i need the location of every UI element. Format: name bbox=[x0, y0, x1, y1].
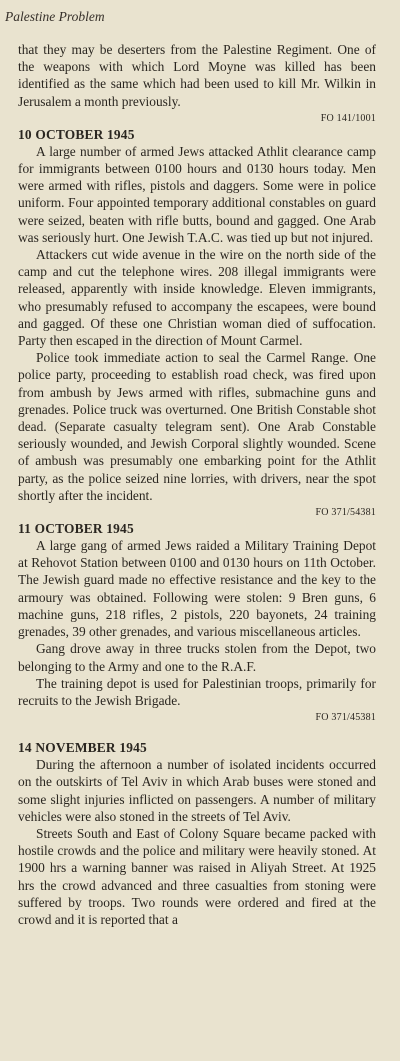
entry-date-heading: 10 OCTOBER 1945 bbox=[18, 126, 135, 142]
body-paragraph: Police took immediate action to seal the Carmel Range. One police party, proceeding to establish road check, was fired upon from ambush by Jews armed with rifles, submachine guns and grenades. Police truck was overturned. One British Constable shot dead. (Separate casualty telegram sent). One Arab Constable seriously wounded, and Jewish Corporal slightly wounded. Scene of ambush was presumably one embarking point for the Athlit party, as the police seized nine lorries, with drivers, near the spot shortly after the incident. bbox=[18, 350, 376, 503]
archive-reference: FO 371/54381 bbox=[315, 507, 376, 519]
running-head: Palestine Problem bbox=[5, 9, 105, 24]
document-body bbox=[18, 41, 376, 928]
body-paragraph: Streets South and East of Colony Square became packed with hostile crowds and the police and military were heavily stoned. At 1900 hrs a warning banner was raised in Aliyah Street. At 1925 hrs the crowd advanced and three casualties from stoning were suffered by troops. Two rounds were ordered and fired at the crowd and it is reported that a bbox=[18, 825, 376, 927]
archive-reference: FO 141/1001 bbox=[320, 112, 376, 124]
archive-reference: FO 371/45381 bbox=[315, 712, 376, 724]
body-paragraph: Gang drove away in three trucks stolen from the Depot, two belonging to the Army and one to the R.A.F. bbox=[18, 641, 376, 674]
body-paragraph: that they may be deserters from the Palestine Regiment. One of the weapons with which Lord Moyne was killed has been identified as the same which had been used to kill Mr. Wilkin in Jerusalem a month previously. bbox=[18, 42, 376, 109]
body-paragraph: Attackers cut wide avenue in the wire on the north side of the camp and cut the telephone wires. 208 illegal immigrants were released, apparently with inside knowledge. Eleven immigrants, who presumably refused to accompany the escapees, were bound and gagged. Of these one Christian woman died of suffocation. Party then escaped in the direction of Mount Carmel. bbox=[18, 247, 376, 349]
entry-date-heading: 11 OCTOBER 1945 bbox=[18, 521, 134, 537]
body-paragraph: During the afternoon a number of isolated incidents occurred on the outskirts of Tel Aviv in which Arab buses were stoned and some slight injuries inflicted on passengers. A number of military vehicles were also stoned in the streets of Tel Aviv. bbox=[18, 757, 376, 824]
body-paragraph: A large number of armed Jews attacked Athlit clearance camp for immigrants between 0100 hours and 0130 hours today. Men were armed with rifles, pistols and daggers. Some were in police uniform. Four appointed temporary additional constables on guard were seized, beaten with rifle butts, bound and gagged. One Arab was seriously hurt. One Jewish T.A.C. was tied up but not injured. bbox=[18, 143, 376, 245]
section-gap bbox=[18, 725, 376, 739]
body-paragraph: A large gang of armed Jews raided a Military Training Depot at Rehovot Station between 0100 and 0130 hours on 11th October. The Jewish guard made no effective resistance and the key to the armoury was obtained. Following were stolen: 9 Bren guns, 6 machine guns, 218 rifles, 2 pistols, 220 bayonets, 24 training grenades, 39 other grenades, and various miscellaneous articles. bbox=[18, 538, 376, 640]
body-paragraph: The training depot is used for Palestinian troops, primarily for recruits to the Jewish Brigade. bbox=[18, 675, 376, 708]
entry-date-heading: 14 NOVEMBER 1945 bbox=[18, 740, 147, 756]
